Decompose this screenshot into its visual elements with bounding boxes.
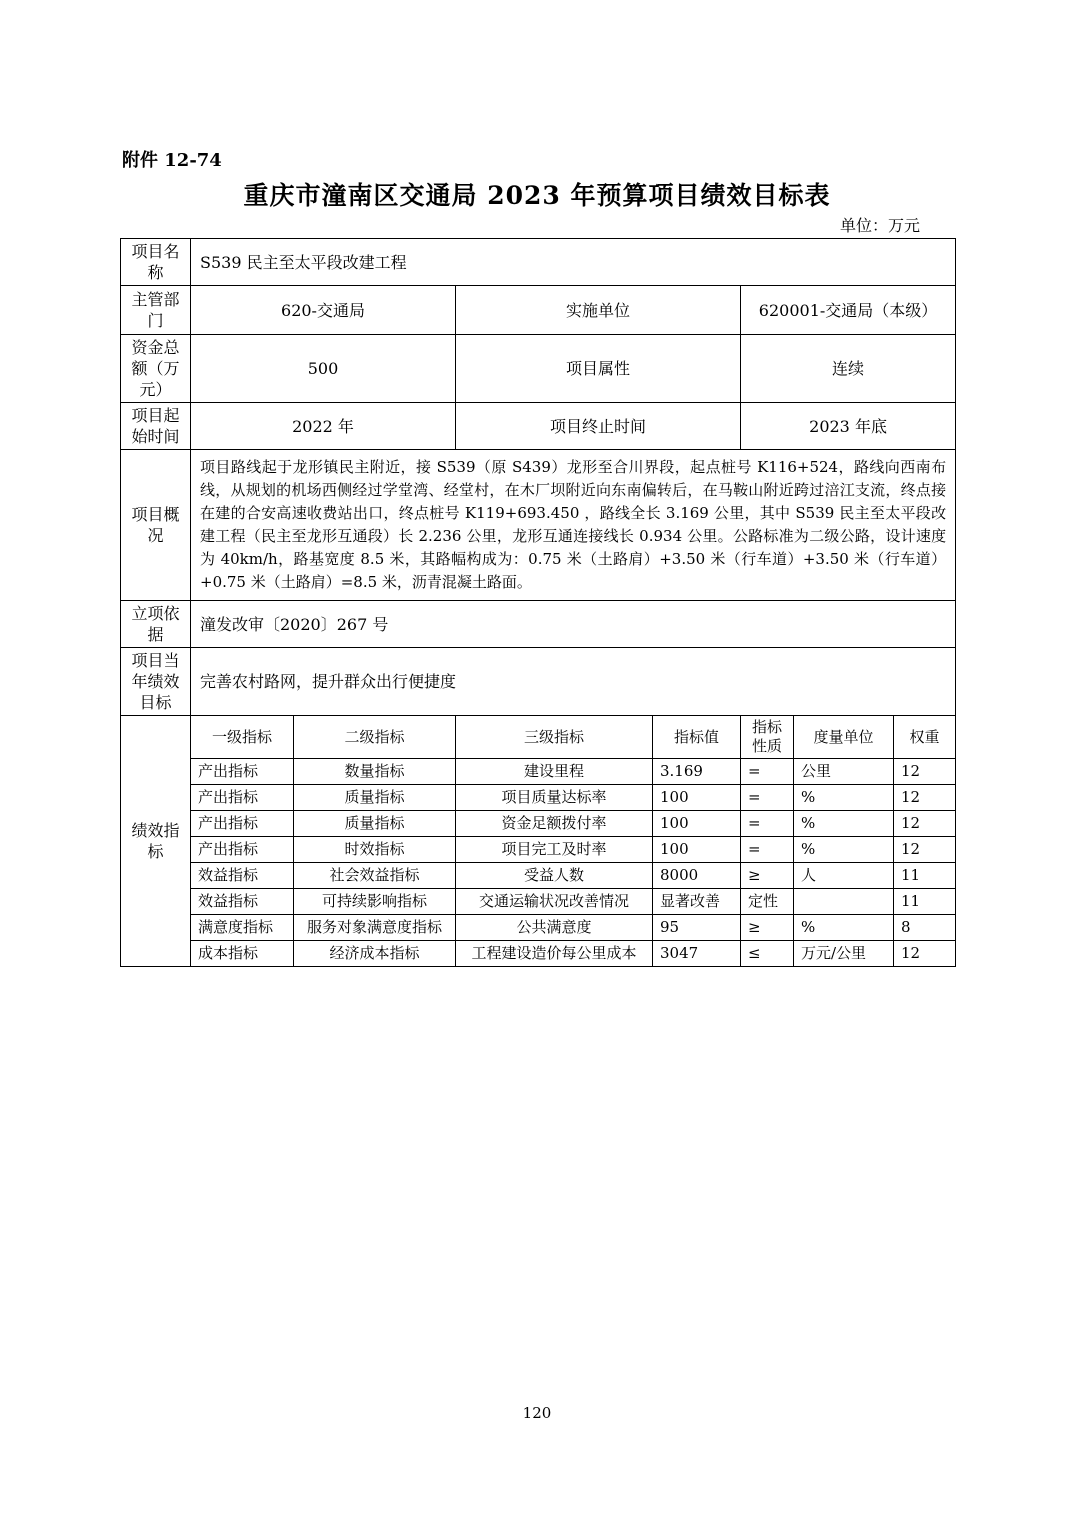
indicator-row xyxy=(121,811,956,837)
indicator-cell: 建设里程 xyxy=(456,759,653,785)
indicator-cell: 交通运输状况改善情况 xyxy=(456,889,653,915)
indicator-cell: 经济成本指标 xyxy=(294,941,456,967)
indicator-cell: = xyxy=(741,837,794,863)
performance-target-table xyxy=(120,238,956,967)
indicator-header-cell: 指标性质 xyxy=(741,716,794,759)
page-title: 重庆市潼南区交通局 2023 年预算项目绩效目标表 xyxy=(243,181,831,210)
indicator-cell: = xyxy=(741,759,794,785)
table-row xyxy=(121,286,956,335)
page-number: 120 xyxy=(522,1404,552,1422)
indicator-cell: 公里 xyxy=(794,759,894,785)
indicator-cell: 资金足额拨付率 xyxy=(456,811,653,837)
indicator-cell: 显著改善 xyxy=(653,889,741,915)
indicator-row xyxy=(121,915,956,941)
indicator-cell: 100 xyxy=(653,785,741,811)
indicator-cell: 质量指标 xyxy=(294,811,456,837)
indicator-cell: 时效指标 xyxy=(294,837,456,863)
indicator-cell: 定性 xyxy=(741,889,794,915)
indicator-cell: 产出指标 xyxy=(191,837,294,863)
department-label: 主管部门 xyxy=(121,286,191,335)
indicator-header-cell: 二级指标 xyxy=(294,716,456,759)
indicator-cell: 产出指标 xyxy=(191,811,294,837)
table-row xyxy=(121,648,956,716)
indicator-row xyxy=(121,759,956,785)
indicator-cell: 满意度指标 xyxy=(191,915,294,941)
indicators-label: 绩效指标 xyxy=(121,716,191,967)
indicator-cell: 12 xyxy=(894,811,956,837)
indicator-cell: 公共满意度 xyxy=(456,915,653,941)
annual-goal-label: 项目当年绩效目标 xyxy=(121,648,191,716)
indicator-cell: 成本指标 xyxy=(191,941,294,967)
indicator-row xyxy=(121,837,956,863)
table-row xyxy=(121,601,956,648)
project-name-label: 项目名称 xyxy=(121,239,191,286)
end-time-value: 2023 年底 xyxy=(741,403,956,450)
indicator-header-cell: 一级指标 xyxy=(191,716,294,759)
indicator-cell: 8000 xyxy=(653,863,741,889)
indicator-cell: % xyxy=(794,837,894,863)
table-row xyxy=(121,403,956,450)
indicator-header-cell: 指标值 xyxy=(653,716,741,759)
implementer-label: 实施单位 xyxy=(456,286,741,335)
indicator-header-row xyxy=(121,716,956,759)
overview-value: 项目路线起于龙形镇民主附近，接 S539（原 S439）龙形至合川界段，起点桩号 K116+524，路线向西南布线，从规划的机场西侧经过学堂湾、经堂村，在木厂坝附近向东南偏转后，在马鞍山附近跨过涪江支流，终点接在建的合安高速收费站出口，终点桩号 K119+693.450 ，路线全长 3.169 公里，其中 S539 民主至太平段改建工程（民主至龙形互通段）长 2.236 公里，龙形互通连接线长 0.934 公里。公路标准为二级公路，设计速度为 40km/h，路基宽度 8.5 米，其路幅构成为：0.75 米（土路肩）+3.50 米（行车道）+3.50 米（行车道）+0.75 米（土路肩）=8.5 米，沥青混凝土路面。 xyxy=(191,450,956,601)
attribute-value: 连续 xyxy=(741,335,956,403)
end-time-label: 项目终止时间 xyxy=(456,403,741,450)
indicator-header-cell: 度量单位 xyxy=(794,716,894,759)
indicator-cell: % xyxy=(794,915,894,941)
indicator-cell: 12 xyxy=(894,837,956,863)
annual-goal-value: 完善农村路网，提升群众出行便捷度 xyxy=(191,648,956,716)
indicator-cell: 100 xyxy=(653,811,741,837)
indicator-cell: 社会效益指标 xyxy=(294,863,456,889)
indicator-cell: 效益指标 xyxy=(191,889,294,915)
indicator-row xyxy=(121,863,956,889)
table-row xyxy=(121,450,956,601)
indicator-cell: 产出指标 xyxy=(191,759,294,785)
indicator-row xyxy=(121,941,956,967)
indicator-cell: 工程建设造价每公里成本 xyxy=(456,941,653,967)
indicator-cell: ≥ xyxy=(741,863,794,889)
indicator-cell: ≥ xyxy=(741,915,794,941)
indicator-cell: 3047 xyxy=(653,941,741,967)
indicator-cell: % xyxy=(794,785,894,811)
indicator-cell: 产出指标 xyxy=(191,785,294,811)
indicator-cell xyxy=(794,889,894,915)
indicator-cell: 服务对象满意度指标 xyxy=(294,915,456,941)
total-fund-label: 资金总额（万元） xyxy=(121,335,191,403)
indicator-cell: 100 xyxy=(653,837,741,863)
indicator-cell: 12 xyxy=(894,941,956,967)
indicator-cell: 人 xyxy=(794,863,894,889)
indicator-cell: 8 xyxy=(894,915,956,941)
indicator-cell: 万元/公里 xyxy=(794,941,894,967)
implementer-value: 620001-交通局（本级） xyxy=(741,286,956,335)
total-fund-value: 500 xyxy=(191,335,456,403)
indicator-cell: 效益指标 xyxy=(191,863,294,889)
indicator-cell: = xyxy=(741,785,794,811)
indicator-cell: 11 xyxy=(894,889,956,915)
department-value: 620-交通局 xyxy=(191,286,456,335)
attachment-number: 附件 12-74 xyxy=(122,150,222,171)
indicator-cell: 95 xyxy=(653,915,741,941)
indicator-cell: 12 xyxy=(894,785,956,811)
indicator-cell: 3.169 xyxy=(653,759,741,785)
overview-label: 项目概况 xyxy=(121,450,191,601)
unit-note: 单位：万元 xyxy=(839,216,920,235)
basis-value: 潼发改审〔2020〕267 号 xyxy=(191,601,956,648)
indicator-cell: 可持续影响指标 xyxy=(294,889,456,915)
indicator-header-cell: 权重 xyxy=(894,716,956,759)
basis-label: 立项依据 xyxy=(121,601,191,648)
indicator-cell: 项目质量达标率 xyxy=(456,785,653,811)
project-name-value: S539 民主至太平段改建工程 xyxy=(191,239,956,286)
indicator-cell: % xyxy=(794,811,894,837)
indicator-cell: 11 xyxy=(894,863,956,889)
indicator-cell: 12 xyxy=(894,759,956,785)
start-time-value: 2022 年 xyxy=(191,403,456,450)
indicator-row xyxy=(121,889,956,915)
indicator-cell: 项目完工及时率 xyxy=(456,837,653,863)
indicator-cell: 质量指标 xyxy=(294,785,456,811)
indicator-cell: 数量指标 xyxy=(294,759,456,785)
start-time-label: 项目起始时间 xyxy=(121,403,191,450)
indicator-row xyxy=(121,785,956,811)
indicator-header-cell: 三级指标 xyxy=(456,716,653,759)
table-row xyxy=(121,335,956,403)
table-row xyxy=(121,239,956,286)
indicator-cell: ≤ xyxy=(741,941,794,967)
indicator-cell: 受益人数 xyxy=(456,863,653,889)
attribute-label: 项目属性 xyxy=(456,335,741,403)
indicator-cell: = xyxy=(741,811,794,837)
